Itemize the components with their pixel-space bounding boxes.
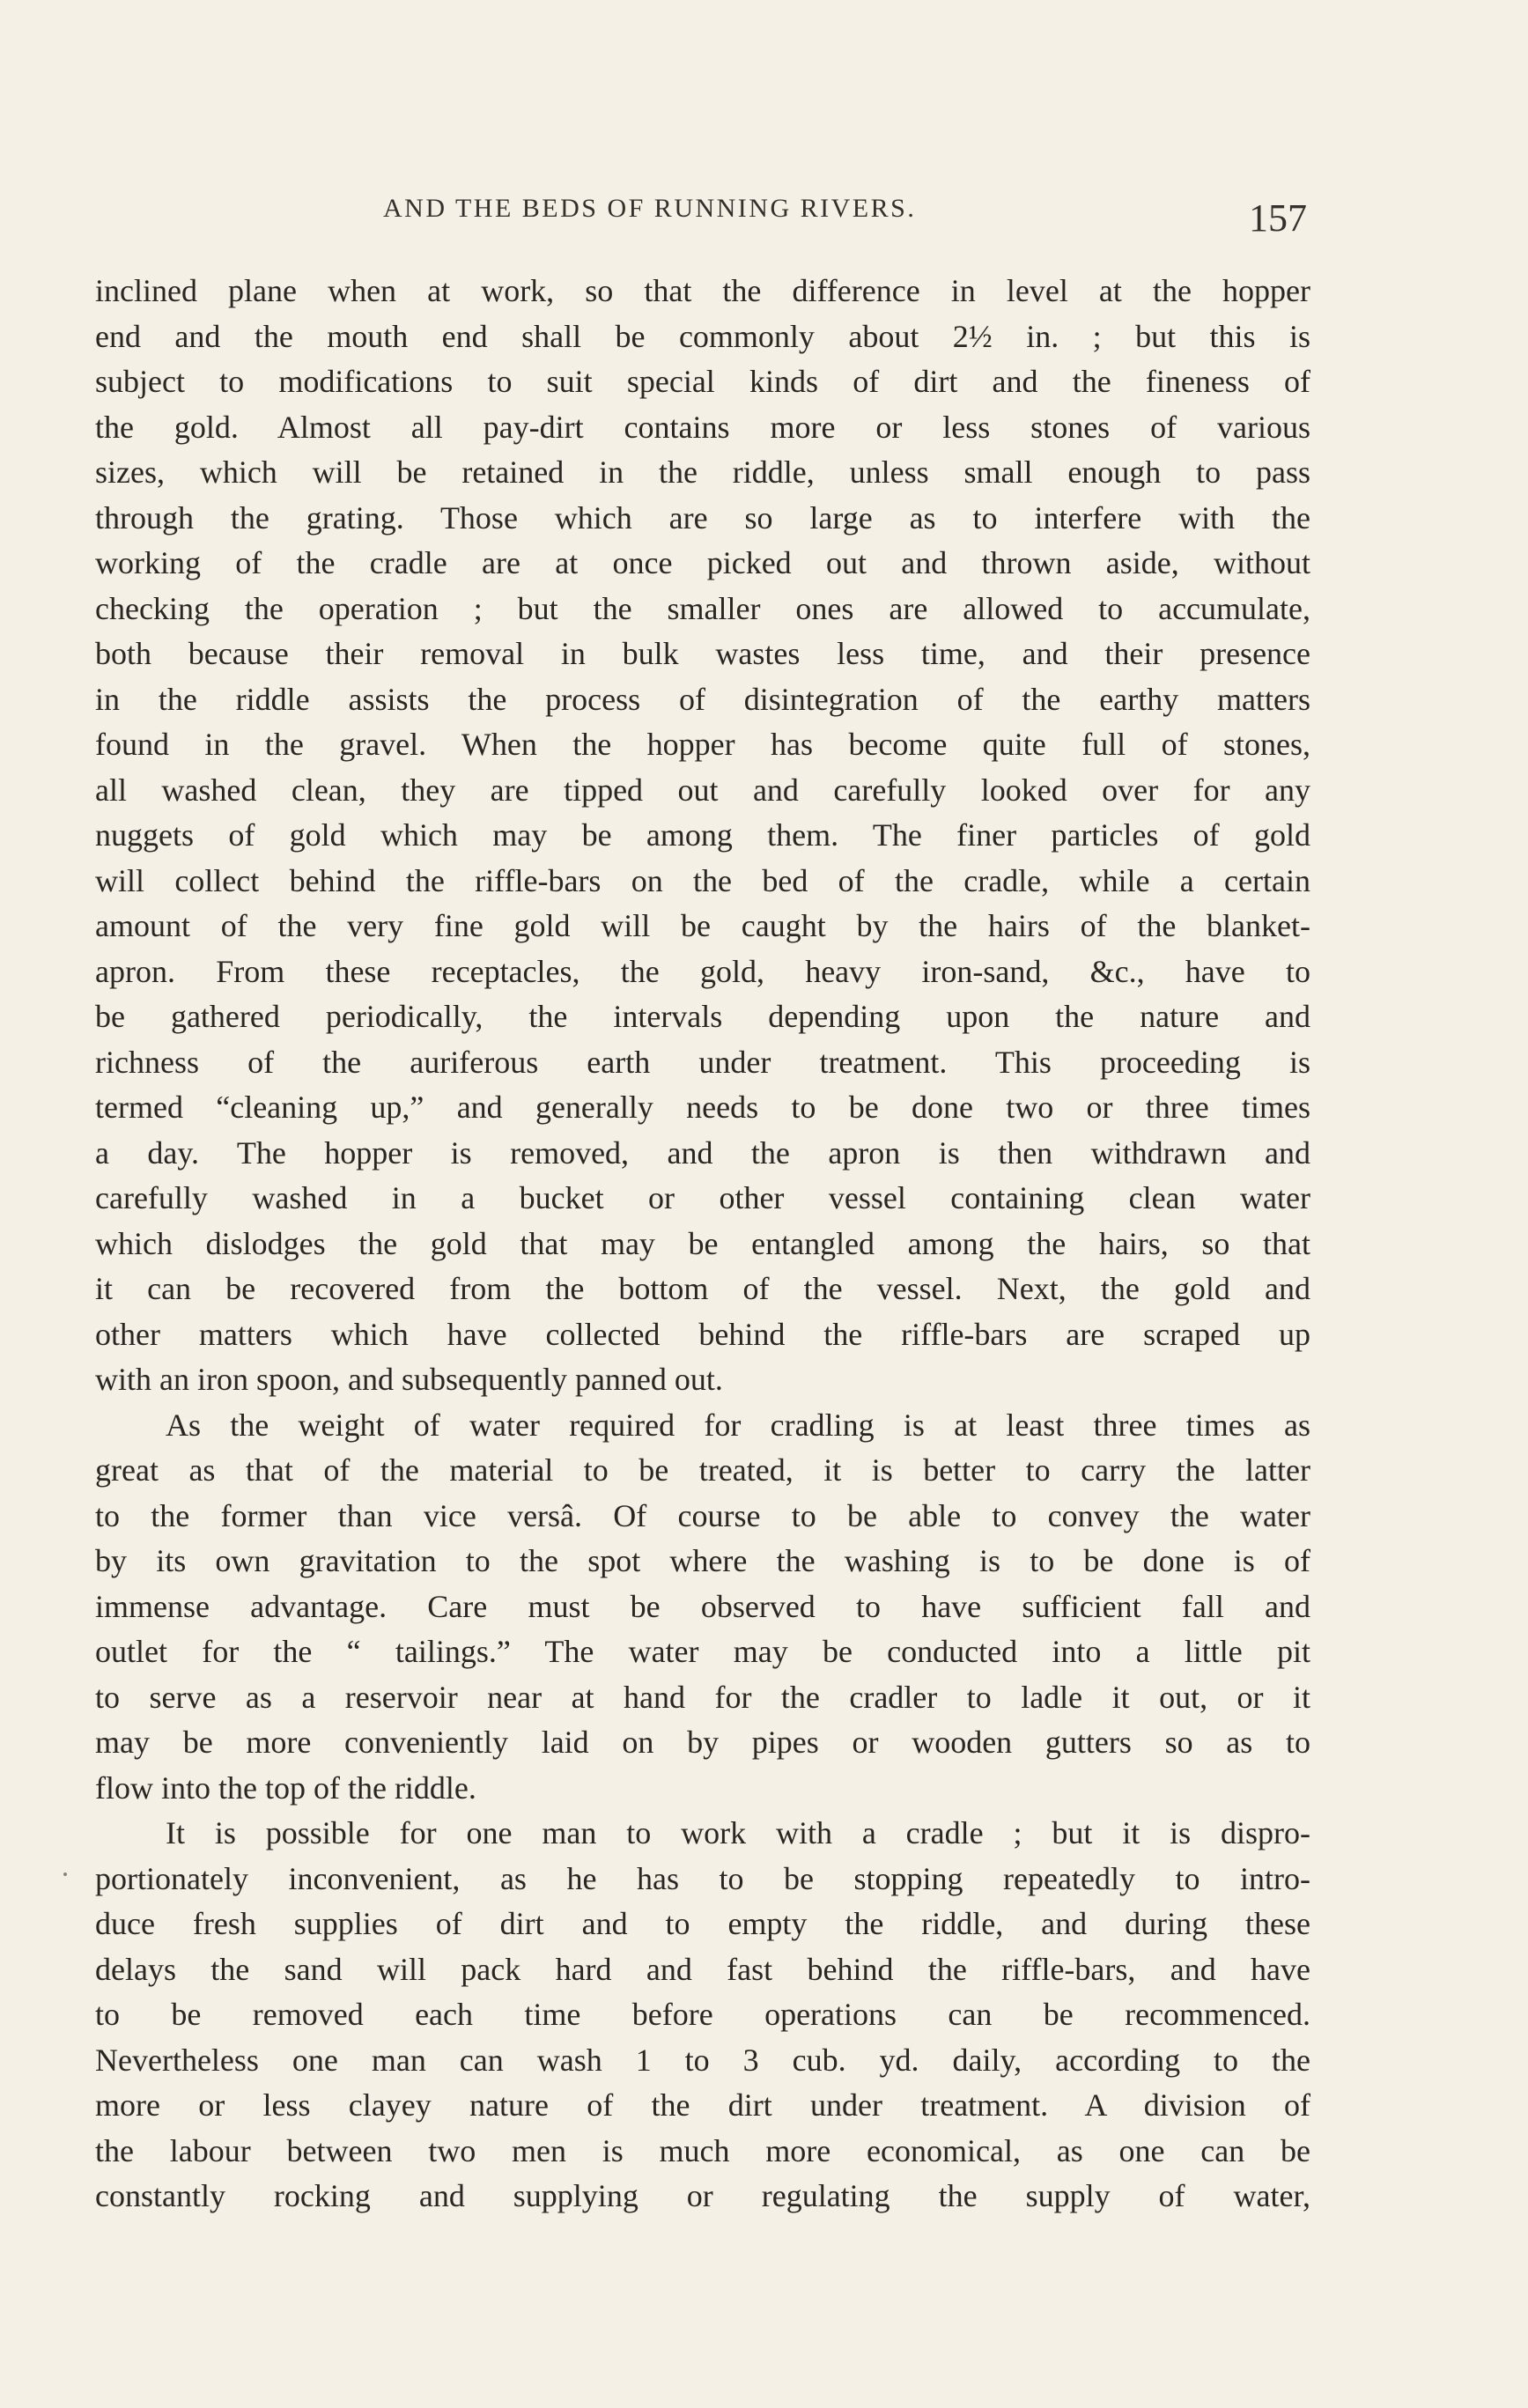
text-line: may be more conveniently laid on by pipes or wooden gutters so as to: [95, 1725, 1310, 1760]
paragraph-end-line: flow into the top of the riddle.: [95, 1769, 476, 1806]
text-line: in the riddle assists the process of disintegration of the earthy matters: [95, 681, 1310, 717]
margin-mark: [63, 1872, 67, 1876]
text-line: portionately inconvenient, as he has to be stopping repeatedly to intro-: [95, 1860, 1310, 1896]
text-line: inclined plane when at work, so that the difference in level at the hopper: [95, 273, 1310, 308]
page-number: 157: [1249, 196, 1307, 240]
text-line: apron. From these receptacles, the gold, heavy iron-sand, &c., have to: [95, 953, 1310, 989]
paragraph-end-line: with an iron spoon, and subsequently panned out.: [95, 1362, 723, 1397]
text-line: will collect behind the riffle-bars on the bed of the cradle, while a certain: [95, 862, 1310, 898]
body-text: [95, 269, 1310, 2220]
paragraph-start-line: It is possible for one man to work with a cradle ; but it is dispro-: [166, 1815, 1310, 1850]
text-line: sizes, which will be retained in the riddle, unless small enough to pass: [95, 454, 1310, 490]
running-head: AND THE BEDS OF RUNNING RIVERS.: [383, 194, 917, 223]
text-line: immense advantage. Care must be observed to have sufficient fall and: [95, 1588, 1310, 1624]
text-line: great as that of the material to be treated, it is better to carry the latter: [95, 1452, 1310, 1488]
text-line: by its own gravitation to the spot where the washing is to be done is of: [95, 1543, 1310, 1578]
text-line: end and the mouth end shall be commonly about 2½ in. ; but this is: [95, 318, 1310, 354]
text-line: a day. The hopper is removed, and the apron is then withdrawn and: [95, 1134, 1310, 1171]
text-line: working of the cradle are at once picked out and thrown aside, without: [95, 545, 1310, 580]
text-line: checking the operation ; but the smaller ones are allowed to accumulate,: [95, 590, 1310, 626]
text-line: to be removed each time before operations can be recommenced.: [95, 1997, 1310, 2032]
text-line: delays the sand will pack hard and fast behind the riffle-bars, and have: [95, 1951, 1310, 1987]
text-line: to serve as a reservoir near at hand for the cradler to ladle it out, or it: [95, 1679, 1310, 1715]
text-line: outlet for the “ tailings.” The water may be conducted into a little pit: [95, 1634, 1310, 1669]
text-line: termed “cleaning up,” and generally needs to be done two or three times: [95, 1090, 1310, 1125]
text-line: carefully washed in a bucket or other vessel containing clean water: [95, 1180, 1310, 1215]
text-line: through the grating. Those which are so large as to interfere with the: [95, 499, 1310, 536]
text-line: the labour between two men is much more economical, as one can be: [95, 2132, 1310, 2168]
text-line: to the former than vice versâ. Of course to be able to convey the water: [95, 1497, 1310, 1533]
text-line: other matters which have collected behind the riffle-bars are scraped up: [95, 1316, 1310, 1352]
text-line: both because their removal in bulk wastes less time, and their presence: [95, 636, 1310, 671]
text-line: constantly rocking and supplying or regulating the supply of water,: [95, 2178, 1310, 2213]
text-line: duce fresh supplies of dirt and to empty the riddle, and during these: [95, 1906, 1310, 1941]
text-line: more or less clayey nature of the dirt under treatment. A division of: [95, 2087, 1310, 2123]
text-line: which dislodges the gold that may be entangled among the hairs, so that: [95, 1225, 1310, 1261]
text-line: nuggets of gold which may be among them. The finer particles of gold: [95, 817, 1310, 853]
text-line: the gold. Almost all pay-dirt contains more or less stones of various: [95, 409, 1310, 445]
text-line: it can be recovered from the bottom of the vessel. Next, the gold and: [95, 1271, 1310, 1306]
text-line: be gathered periodically, the intervals depending upon the nature and: [95, 999, 1310, 1034]
text-line: subject to modifications to suit special kinds of dirt and the fineness of: [95, 364, 1310, 399]
text-line: amount of the very fine gold will be caught by the hairs of the blanket-: [95, 908, 1310, 943]
text-line: all washed clean, they are tipped out and carefully looked over for any: [95, 772, 1310, 808]
text-line: found in the gravel. When the hopper has become quite full of stones,: [95, 727, 1310, 762]
text-line: richness of the auriferous earth under treatment. This proceeding is: [95, 1044, 1310, 1080]
text-line: Nevertheless one man can wash 1 to 3 cub. yd. daily, according to the: [95, 2042, 1310, 2078]
paragraph-start-line: As the weight of water required for cradling is at least three times as: [166, 1407, 1310, 1443]
